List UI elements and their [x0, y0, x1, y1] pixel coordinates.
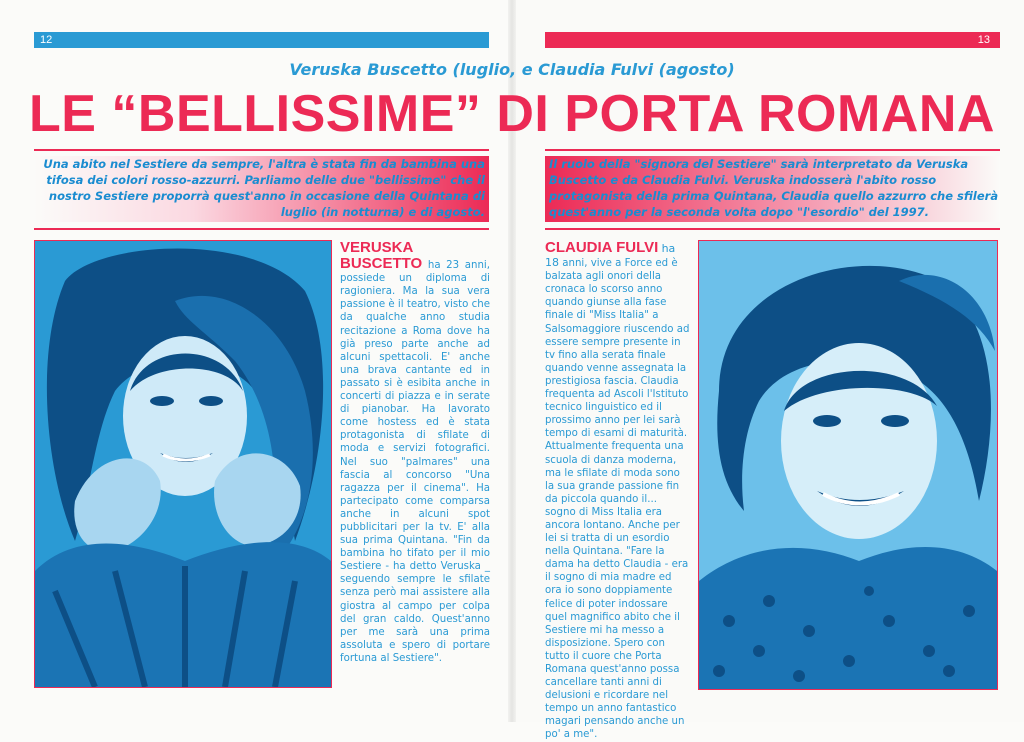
- article-claudia: [545, 240, 690, 742]
- divider-rule: [34, 149, 489, 151]
- portrait-claudia-image: [699, 241, 997, 689]
- article-name-claudia: CLAUDIA FULVI: [545, 239, 659, 256]
- intro-text-left: Una abito nel Sestiere da sempre, l'altra è stata fin da bambina una tifosa dei colori rosso-azzurri. Parliamo delle due "bellissime" che il nostro Sestiere proporrà quest'anno in occasione della Quintana di luglio (in notturna) e di agosto.: [34, 156, 489, 222]
- right-page-header-bar: [545, 32, 1000, 48]
- photo-veruska: [34, 240, 332, 688]
- article-veruska: [340, 240, 490, 665]
- divider-rule: [34, 228, 489, 230]
- photo-claudia: [698, 240, 998, 690]
- article-body-claudia: anni, vive a Force ed è balzata agli onori della cronaca lo scorso anno quando giunse alla fase finale di "Miss Italia" a Salsomaggiore riuscendo ad essere sempre presente in tv fino alla serata finale quando venne assegnata la prestigiosa fascia. Claudia frequenta ad Ascoli l'Istituto tecnico linguistico ed il prossimo anno per lei sarà tempo di esami di maturità. Attualmente frequenta una scuola di danza moderna, ma le sfilate di moda sono la sua grande passione fin da piccola quando il... sogno di Miss Italia era ancora lontano. Anche per lei si tratta di un esordio nella Quintana. "Fare la dama ha detto Claudia - era il sogno di mia madre ed ora io sono doppiamente felice di poter indossare quel magnifico abito che il Sestiere mi ha messo a disposizione. Spero con tutto il cuore che Porta Romana quest'anno possa cancellare tanti anni di delusioni e ricordare nel tempo un anno fantastico magari pensando anche un po' a me".: [545, 258, 690, 741]
- divider-rule: [545, 228, 1000, 230]
- article-lead-claudia: ha 18: [545, 242, 676, 270]
- left-page-number: 12: [40, 34, 53, 46]
- article-headline: LE “BELLISSIME” DI PORTA ROMANA: [29, 85, 995, 143]
- article-subtitle: Veruska Buscetto (luglio, e Claudia Fulvi (agosto): [289, 60, 735, 79]
- portrait-veruska-image: [35, 241, 331, 687]
- left-page-header-bar: [34, 32, 489, 48]
- right-page-number: 13: [977, 34, 990, 46]
- intro-text-right: Il ruolo della "signora del Sestiere" sarà interpretato da Veruska Buscetto e da Claudia Fulvi. Veruska indosserà l'abito rosso protagonista della prima Quintana, Claudia quello azzurro che sfilerà quest'anno per la seconda volta dopo "l'esordio" del 1997.: [545, 156, 1000, 222]
- divider-rule: [545, 149, 1000, 151]
- article-name-veruska: VERUSKA BUSCETTO: [340, 239, 423, 273]
- article-body-veruska: ha 23 anni, possiede un diploma di ragioniera. Ma la sua vera passione è il teatro, visto che da qualche anno studia recitazione a Roma dove ha già preso parte anche ad alcuni spettacoli. E' anche una brava cantante ed in passato si è esibita anche in concerti di piazza e in serate di pianobar. Ha lavorato come hostess ed è stata protagonista di sfilate di moda e servizi fotografici. Nel suo "palmares" una fascia al concorso "Una ragazza per il cinema". Ha partecipato come comparsa anche in alcuni spot pubblicitari per la tv. E' alla sua prima Quintana. "Fin da bambina ho tifato per il mio Sestiere - ha detto Veruska _ seguendo sempre le sfilate senza però mai assistere alla giostra al campo per colpa del gran caldo. Quest'anno per me sarà una prima assoluta e spero di portare fortuna al Sestiere".: [340, 260, 490, 664]
